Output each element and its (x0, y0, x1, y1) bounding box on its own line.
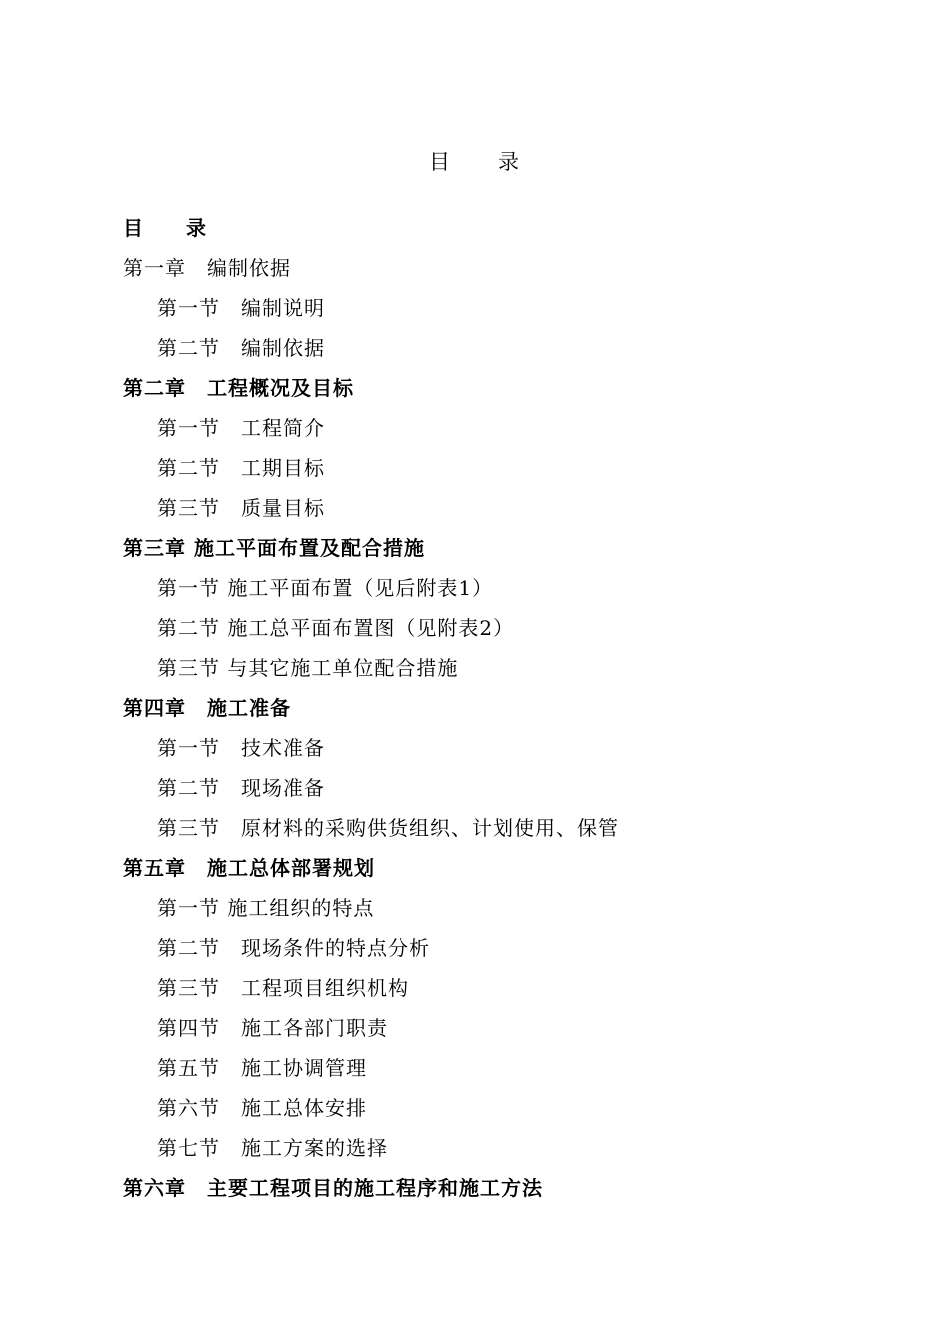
toc-section: 第一节 技术准备 (157, 736, 325, 760)
toc-section: 第七节 施工方案的选择 (157, 1136, 388, 1160)
toc-section: 第一节 施工平面布置（见后附表1） (157, 576, 494, 600)
toc-section: 第一节 编制说明 (157, 296, 325, 320)
toc-chapter-5: 第五章 施工总体部署规划 (123, 856, 375, 880)
table-of-contents (123, 208, 843, 1208)
toc-section: 第二节 工期目标 (157, 456, 325, 480)
toc-section: 第二节 现场条件的特点分析 (157, 936, 430, 960)
page-title: 目 录 (429, 150, 521, 174)
toc-section: 第三节 工程项目组织机构 (157, 976, 409, 1000)
toc-chapter-6: 第六章 主要工程项目的施工程序和施工方法 (123, 1176, 543, 1200)
toc-heading: 目 录 (123, 216, 207, 240)
toc-section: 第二节 现场准备 (157, 776, 325, 800)
toc-section: 第一节 施工组织的特点 (157, 896, 375, 920)
toc-section: 第五节 施工协调管理 (157, 1056, 367, 1080)
toc-section: 第二节 编制依据 (157, 336, 325, 360)
toc-section: 第三节 原材料的采购供货组织、计划使用、保管 (157, 816, 619, 840)
toc-section: 第三节 与其它施工单位配合措施 (157, 656, 459, 680)
toc-chapter-2: 第二章 工程概况及目标 (123, 376, 354, 400)
toc-section: 第一节 工程简介 (157, 416, 325, 440)
toc-section: 第四节 施工各部门职责 (157, 1016, 388, 1040)
toc-chapter-1: 第一章 编制依据 (123, 256, 291, 280)
toc-section: 第六节 施工总体安排 (157, 1096, 367, 1120)
toc-chapter-4: 第四章 施工准备 (123, 696, 291, 720)
toc-section: 第三节 质量目标 (157, 496, 325, 520)
toc-chapter-3: 第三章 施工平面布置及配合措施 (123, 536, 425, 560)
toc-section: 第二节 施工总平面布置图（见附表2） (157, 616, 515, 640)
